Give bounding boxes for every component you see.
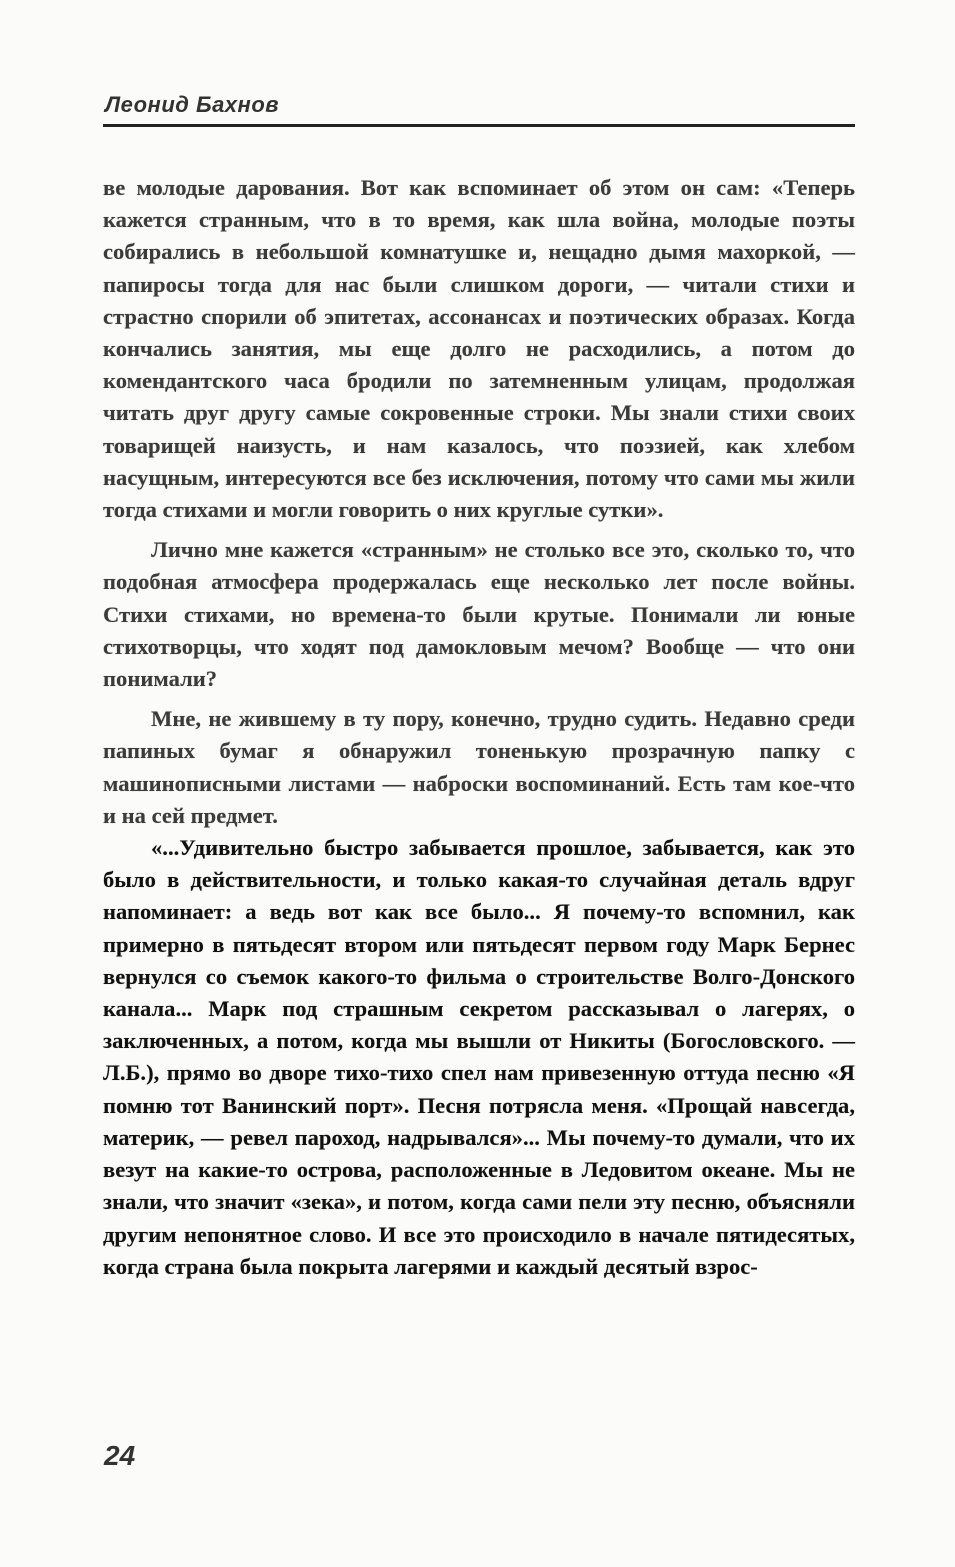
paragraph-1: ве молодые дарования. Вот как вспоминает об этом он сам: «Теперь кажется странным, что в то время, как шла война, молодые поэты собирались в небольшой комнатушке и, нещадно дымя махоркой, — папиросы тогда для нас были слишком дороги, — читали стихи и страстно спорили об эпитетах, ассонансах и поэтических образах. Когда кончались занятия, мы еще долго не расходились, а потом до комендантского часа бродили по затемненным улицам, продолжая читать друг другу самые сокровенные строки. Мы знали стихи своих товарищей наизусть, и нам казалось, что поэзией, как хлебом насущным, интересуются все без исключения, потому что сами мы жили тогда стихами и могли говорить о них круглые сутки». — [103, 175, 855, 523]
running-head — [103, 84, 855, 127]
paragraph-3: Мне, не жившему в ту пору, конечно, трудно судить. Недавно среди папиных бумаг я обнаружил тоненькую прозрачную папку с машинописными листами — наброски воспоминаний. Есть там кое-что и на сей предмет. — [103, 706, 855, 828]
page-number: 24 — [104, 1440, 136, 1471]
running-head-author: Леонид Бахнов — [105, 92, 280, 117]
paragraph-2: Лично мне кажется «странным» не столько все это, сколько то, что подобная атмосфера продержалась еще несколько лет после войны. Стихи стихами, но времена-то были крутые. Понимали ли юные стихотворцы, что ходят под дамокловым мечом? Вообще — что они понимали? — [103, 537, 855, 692]
body-text — [103, 172, 855, 1283]
paragraph-4: «...Удивительно быстро забывается прошлое, забывается, как это было в действительности, и только какая-то случайная деталь вдруг напоминает: а ведь вот как все было... Я почему-то вспомнил, как примерно в пятьдесят втором или пятьдесят первом году Марк Бернес вернулся со съемок какого-то фильма о строительстве Волго-Донского канала... Марк под страшным секретом рассказывал о лагерях, о заключенных, а потом, когда мы вышли от Никиты (Богословского. — Л.Б.), прямо во дворе тихо-тихо спел нам привезенную оттуда песню «Я помню тот Ванинский порт». Песня потрясла меня. «Прощай навсегда, материк, — ревел пароход, надрывался»... Мы почему-то думали, что их везут на какие-то острова, расположенные в Ледовитом океане. Мы не знали, что значит «зека», и потом, когда сами пели эту песню, объясняли другим непонятное слово. И все это происходило в начале пятидесятых, когда страна была покрыта лагерями и каждый десятый взрос- — [103, 835, 855, 1279]
